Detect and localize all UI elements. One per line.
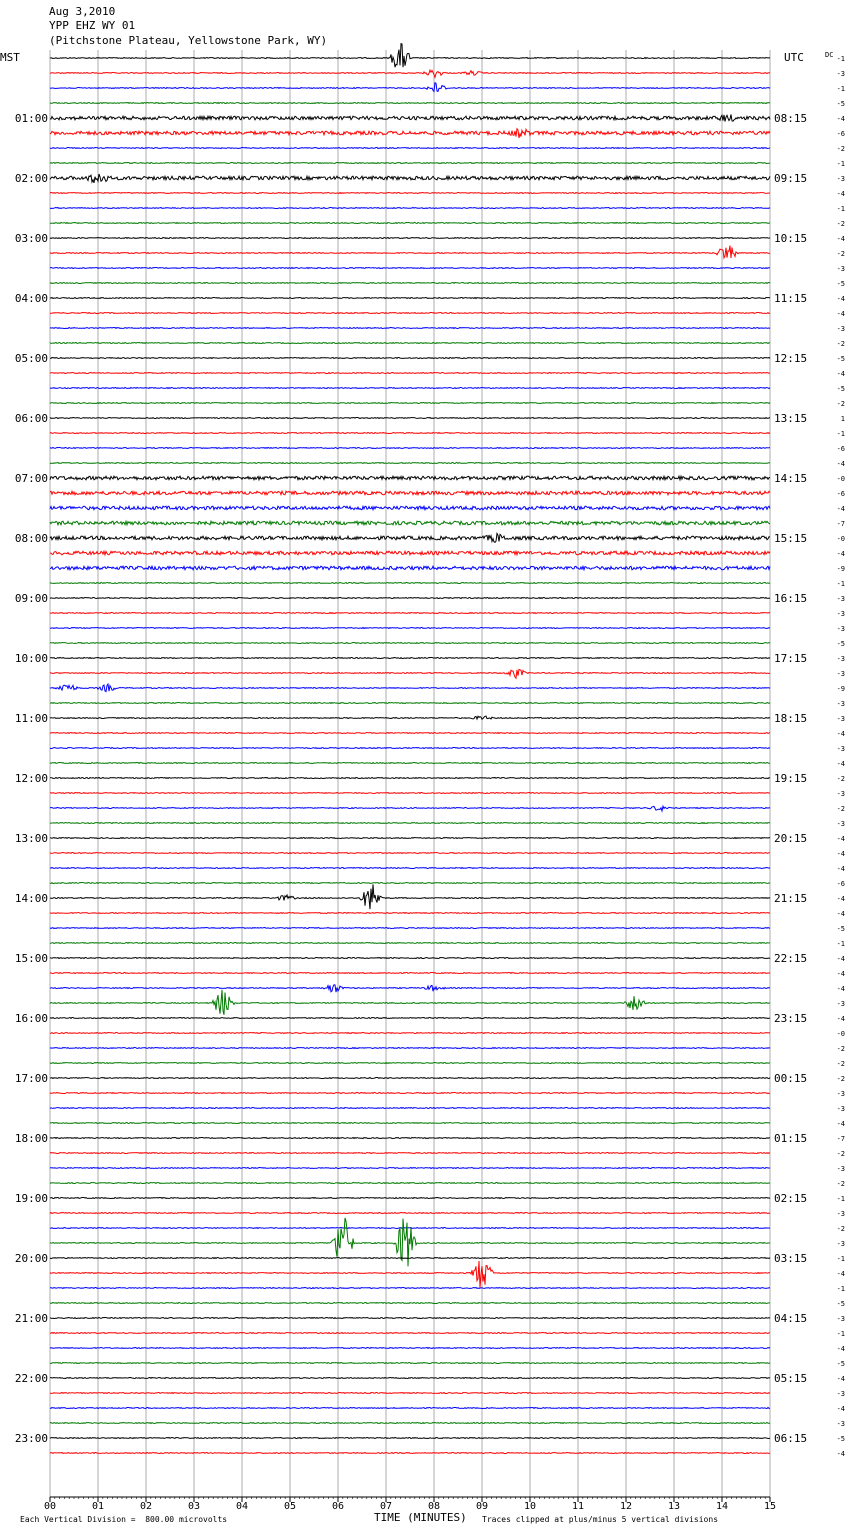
trace-line (50, 103, 770, 104)
trace-line (50, 884, 770, 909)
header-date: Aug 3,2010 (49, 5, 116, 18)
dc-offset-label: -3 (836, 1315, 845, 1323)
footer-scale-note: Each Vertical Division = 800.00 microvolts (20, 1515, 228, 1524)
trace-line (50, 1153, 770, 1154)
mst-hour-label: 10:00 (14, 652, 48, 665)
trace-line (50, 115, 770, 122)
trace-line (50, 1018, 770, 1019)
dc-offset-label: -2 (836, 1150, 845, 1158)
dc-offset-label: -4 (836, 730, 845, 738)
mst-hour-label: 22:00 (14, 1372, 48, 1385)
trace-line (50, 1123, 770, 1124)
dc-offset-label: -3 (836, 1240, 845, 1248)
dc-offset-label: -3 (836, 745, 845, 753)
utc-hour-label: 18:15 (774, 712, 808, 725)
x-tick-label: 04 (235, 1501, 249, 1512)
mst-hour-label: 16:00 (14, 1012, 48, 1025)
dc-offset-label: -2 (836, 805, 845, 813)
mst-hour-label: 06:00 (14, 412, 48, 425)
mst-hour-label: 11:00 (14, 712, 48, 725)
trace-line (50, 1288, 770, 1289)
trace-line (50, 1108, 770, 1109)
dc-offset-label: -3 (836, 1165, 845, 1173)
mst-hour-label: 12:00 (14, 772, 48, 785)
dc-offset-label: -3 (836, 595, 845, 603)
dc-offset-label: -4 (836, 1270, 845, 1278)
mst-hour-label: 02:00 (14, 172, 48, 185)
trace-line (50, 958, 770, 959)
utc-hour-label: 03:15 (774, 1252, 808, 1265)
trace-line (50, 1183, 770, 1184)
utc-hour-label: 23:15 (774, 1012, 808, 1025)
trace-line (50, 313, 770, 314)
trace-line (50, 913, 770, 914)
x-axis-title: TIME (MINUTES) (374, 1511, 467, 1524)
trace-line (50, 793, 770, 794)
x-tick-label: 02 (139, 1501, 153, 1512)
trace-line (50, 1093, 770, 1094)
trace-line (50, 613, 770, 614)
utc-hour-label: 06:15 (774, 1432, 808, 1445)
utc-hour-label: 22:15 (774, 952, 808, 965)
utc-hour-label: 20:15 (774, 832, 808, 845)
dc-offset-label: -3 (836, 70, 845, 78)
trace-line (50, 1063, 770, 1064)
dc-offset-label: -5 (836, 1360, 845, 1368)
dc-offset-label: -4 (836, 310, 845, 318)
trace-line (50, 733, 770, 734)
trace-line (50, 684, 770, 692)
dc-offset-label: -4 (836, 295, 845, 303)
dc-offset-label: -5 (836, 385, 845, 393)
trace-line (50, 1258, 770, 1259)
trace-line (50, 328, 770, 329)
utc-hour-label: 10:15 (774, 232, 808, 245)
mst-hour-label: 09:00 (14, 592, 48, 605)
dc-offset-label: -2 (836, 220, 845, 228)
x-tick-label: 10 (523, 1501, 537, 1512)
trace-line (50, 806, 770, 811)
dc-offset-label: -2 (836, 340, 845, 348)
header-station: YPP EHZ WY 01 (49, 19, 136, 32)
mst-hour-label: 20:00 (14, 1252, 48, 1265)
dc-offset-label: -1 (836, 1255, 845, 1263)
dc-offset-label: -4 (836, 1450, 845, 1458)
mst-hour-label: 07:00 (14, 472, 48, 485)
trace-line (50, 1303, 770, 1304)
trace-line (50, 1393, 770, 1394)
dc-offset-label: -3 (836, 1105, 845, 1113)
footer-clip-note: Traces clipped at plus/minus 5 vertical divisions (482, 1515, 719, 1524)
utc-hour-label: 15:15 (774, 532, 808, 545)
dc-offset-label: -5 (836, 100, 845, 108)
trace-line (50, 268, 770, 269)
dc-offset-label: -1 (836, 1330, 845, 1338)
dc-offset-label: -1 (836, 85, 845, 93)
dc-offset-label: -3 (836, 610, 845, 618)
trace-line (50, 1138, 770, 1139)
trace-line (50, 716, 770, 719)
trace-line (50, 973, 770, 974)
utc-hour-label: 11:15 (774, 292, 808, 305)
trace-line (50, 583, 770, 584)
dc-offset-label: -1 (836, 940, 845, 948)
trace-line (50, 163, 770, 164)
mst-hour-label: 08:00 (14, 532, 48, 545)
trace-line (50, 928, 770, 929)
dc-offset-label: -1 (836, 430, 845, 438)
dc-offset-label: -3 (836, 670, 845, 678)
trace-line (50, 388, 770, 389)
trace-line (50, 985, 770, 992)
trace-line (50, 433, 770, 434)
dc-offset-label: 1 (840, 415, 845, 423)
mst-hour-label: 13:00 (14, 832, 48, 845)
trace-line (50, 403, 770, 404)
dc-offset-label: -4 (836, 1375, 845, 1383)
trace-line (50, 551, 770, 555)
trace-line (50, 598, 770, 599)
dc-offset-label: -4 (836, 850, 845, 858)
trace-line (50, 1033, 770, 1034)
dc-offset-label: -4 (836, 835, 845, 843)
dc-offset-label: -9 (836, 565, 845, 573)
dc-offset-label: -1 (836, 55, 845, 63)
x-tick-label: 06 (331, 1501, 345, 1512)
dc-offset-label: -4 (836, 190, 845, 198)
utc-hour-label: 21:15 (774, 892, 808, 905)
dc-offset-label: -2 (836, 775, 845, 783)
trace-line (50, 778, 770, 779)
dc-offset-label: -2 (836, 1075, 845, 1083)
utc-hour-label: 14:15 (774, 472, 808, 485)
trace-line (50, 823, 770, 824)
trace-line (50, 44, 770, 67)
dc-offset-label: -2 (836, 400, 845, 408)
trace-line (50, 129, 770, 138)
utc-hour-label: 19:15 (774, 772, 808, 785)
x-tick-label: 14 (715, 1501, 729, 1512)
utc-hour-label: 00:15 (774, 1072, 808, 1085)
header-location: (Pitchstone Plateau, Yellowstone Park, WY) (49, 34, 328, 47)
dc-offset-label: -7 (836, 520, 845, 528)
trace-line (50, 1228, 770, 1229)
dc-offset-label: -2 (836, 1060, 845, 1068)
dc-offset-label: -1 (836, 205, 845, 213)
dc-offset-label: -4 (836, 1405, 845, 1413)
trace-line (50, 463, 770, 464)
dc-offset-label: -1 (836, 1195, 845, 1203)
dc-offset-label: -9 (836, 685, 845, 693)
mst-hour-label: 21:00 (14, 1312, 48, 1325)
dc-offset-label: -3 (836, 820, 845, 828)
trace-line (50, 883, 770, 884)
trace-line (50, 943, 770, 944)
utc-hour-label: 13:15 (774, 412, 808, 425)
dc-offset-label: -1 (836, 1285, 845, 1293)
dc-offset-label: -2 (836, 145, 845, 153)
dc-offset-label: -5 (836, 1435, 845, 1443)
x-tick-label: 03 (187, 1501, 201, 1512)
trace-line (50, 1048, 770, 1049)
dc-offset-label: -1 (836, 580, 845, 588)
utc-hour-label: 08:15 (774, 112, 808, 125)
trace-line (50, 868, 770, 869)
x-tick-label: 11 (571, 1501, 585, 1512)
dc-offset-label: -7 (836, 1135, 845, 1143)
dc-offset-label: -4 (836, 370, 845, 378)
trace-line (50, 70, 770, 77)
trace-line (50, 1378, 770, 1379)
trace-line (50, 658, 770, 659)
dc-offset-label: -3 (836, 1420, 845, 1428)
x-tick-label: 00 (43, 1501, 57, 1512)
trace-line (50, 628, 770, 629)
dc-offset-label: -4 (836, 235, 845, 243)
mst-hour-label: 05:00 (14, 352, 48, 365)
trace-line (50, 298, 770, 299)
dc-offset-label: -2 (836, 1045, 845, 1053)
trace-line (50, 1363, 770, 1364)
dc-offset-label: -4 (836, 970, 845, 978)
trace-line (50, 534, 770, 543)
dc-offset-label: -3 (836, 175, 845, 183)
x-tick-label: 01 (91, 1501, 105, 1512)
trace-line (50, 521, 770, 525)
utc-hour-label: 12:15 (774, 352, 808, 365)
trace-line (50, 1213, 770, 1214)
trace-line (50, 193, 770, 194)
trace-line (50, 566, 770, 570)
trace-line (50, 1168, 770, 1169)
trace-line (50, 1438, 770, 1439)
dc-offset-label: -4 (836, 955, 845, 963)
utc-axis-label: UTC (784, 51, 804, 64)
x-tick-label: 09 (475, 1501, 489, 1512)
trace-line (50, 1198, 770, 1199)
trace-line (50, 246, 770, 258)
dc-offset-label: -5 (836, 280, 845, 288)
trace-line (50, 1078, 770, 1079)
trace-line (50, 208, 770, 209)
dc-offset-label: -3 (836, 700, 845, 708)
dc-offset-label: -4 (836, 1345, 845, 1353)
dc-offset-label: -3 (836, 1090, 845, 1098)
dc-offset-label: -4 (836, 505, 845, 513)
trace-line (50, 1218, 770, 1266)
dc-offset-label: -5 (836, 355, 845, 363)
dc-offset-label: -1 (836, 160, 845, 168)
dc-offset-label: -3 (836, 1390, 845, 1398)
dc-offset-label: -4 (836, 1120, 845, 1128)
dc-offset-label: -0 (836, 535, 845, 543)
mst-hour-label: 17:00 (14, 1072, 48, 1085)
trace-line (50, 1453, 770, 1454)
utc-hour-label: 17:15 (774, 652, 808, 665)
trace-line (50, 853, 770, 854)
x-tick-label: 05 (283, 1501, 297, 1512)
trace-line (50, 476, 770, 480)
mst-axis-label: MST (0, 51, 20, 64)
dc-offset-label: -6 (836, 880, 845, 888)
dc-offset-label: -4 (836, 1015, 845, 1023)
utc-hour-label: 01:15 (774, 1132, 808, 1145)
trace-line (50, 148, 770, 149)
dc-offset-label: -3 (836, 1210, 845, 1218)
dc-offset-label: -3 (836, 790, 845, 798)
trace-line (50, 748, 770, 749)
dc-offset-label: -6 (836, 445, 845, 453)
mst-hour-label: 23:00 (14, 1432, 48, 1445)
mst-hour-label: 03:00 (14, 232, 48, 245)
dc-offset-label: -3 (836, 625, 845, 633)
dc-offset-label: -0 (836, 1030, 845, 1038)
dc-offset-label: -3 (836, 1000, 845, 1008)
dc-offset-label: -4 (836, 985, 845, 993)
utc-hour-label: 04:15 (774, 1312, 808, 1325)
x-tick-label: 13 (667, 1501, 681, 1512)
trace-line (50, 373, 770, 374)
x-tick-label: 15 (763, 1501, 777, 1512)
dc-offset-label: -5 (836, 925, 845, 933)
trace-line (50, 418, 770, 419)
dc-offset-label: -3 (836, 265, 845, 273)
trace-line (50, 838, 770, 839)
dc-label: DC (825, 51, 834, 59)
dc-offset-label: -6 (836, 490, 845, 498)
dc-offset-label: -5 (836, 1300, 845, 1308)
trace-line (50, 491, 770, 495)
dc-offset-label: -6 (836, 130, 845, 138)
mst-hour-label: 01:00 (14, 112, 48, 125)
trace-line (50, 703, 770, 704)
trace-line (50, 448, 770, 449)
dc-offset-label: -2 (836, 250, 845, 258)
trace-line (50, 83, 770, 92)
trace-line (50, 174, 770, 183)
dc-offset-label: -0 (836, 475, 845, 483)
utc-hour-label: 05:15 (774, 1372, 808, 1385)
trace-line (50, 990, 770, 1015)
trace-line (50, 763, 770, 764)
trace-line (50, 358, 770, 359)
mst-hour-label: 15:00 (14, 952, 48, 965)
utc-hour-label: 16:15 (774, 592, 808, 605)
mst-hour-label: 18:00 (14, 1132, 48, 1145)
trace-line (50, 283, 770, 284)
trace-line (50, 643, 770, 644)
trace-line (50, 238, 770, 239)
dc-offset-label: -4 (836, 460, 845, 468)
dc-offset-label: -4 (836, 910, 845, 918)
trace-line (50, 1333, 770, 1334)
trace-line (50, 1348, 770, 1349)
trace-line (50, 1318, 770, 1319)
dc-offset-label: -2 (836, 1225, 845, 1233)
mst-hour-label: 04:00 (14, 292, 48, 305)
dc-offset-label: -3 (836, 655, 845, 663)
mst-hour-label: 14:00 (14, 892, 48, 905)
trace-line (50, 1423, 770, 1424)
utc-hour-label: 09:15 (774, 172, 808, 185)
dc-offset-label: -4 (836, 115, 845, 123)
dc-offset-label: -4 (836, 550, 845, 558)
trace-line (50, 506, 770, 510)
trace-line (50, 669, 770, 678)
dc-offset-label: -4 (836, 760, 845, 768)
trace-line (50, 343, 770, 344)
dc-offset-label: -5 (836, 640, 845, 648)
x-tick-label: 12 (619, 1501, 633, 1512)
dc-offset-label: -3 (836, 325, 845, 333)
dc-offset-label: -3 (836, 715, 845, 723)
dc-offset-label: -4 (836, 865, 845, 873)
trace-line (50, 1408, 770, 1409)
x-tick-label: 07 (379, 1501, 393, 1512)
mst-hour-label: 19:00 (14, 1192, 48, 1205)
utc-hour-label: 02:15 (774, 1192, 808, 1205)
trace-line (50, 223, 770, 224)
dc-offset-label: -4 (836, 895, 845, 903)
trace-line (50, 1261, 770, 1288)
dc-offset-label: -2 (836, 1180, 845, 1188)
x-tick-label: 08 (427, 1501, 441, 1512)
